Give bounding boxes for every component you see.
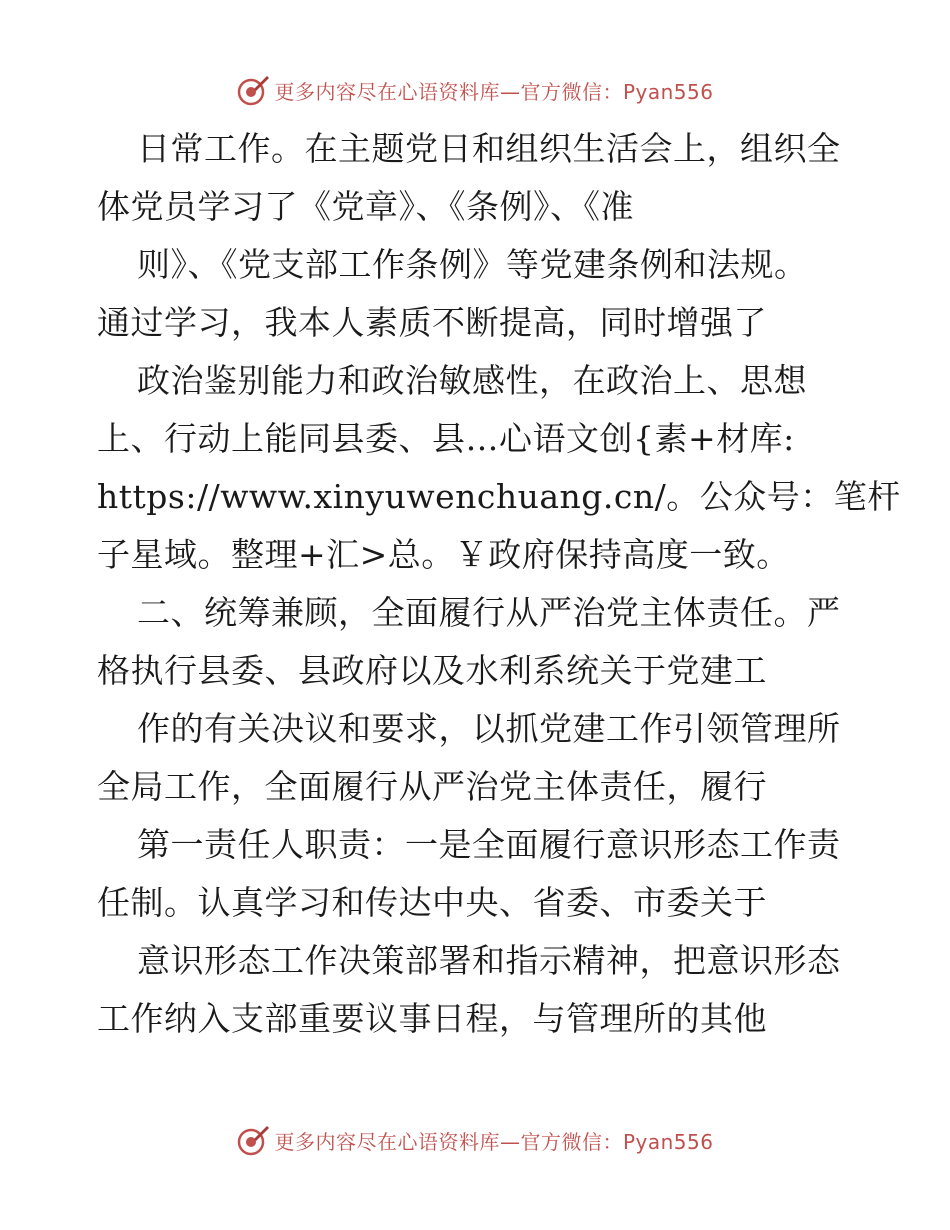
body-text-line: https://www.xinyuwenchuang.cn/。公众号：笔杆 — [97, 477, 901, 516]
document-body — [97, 120, 901, 1048]
body-text-line: 子星域。整理+汇>总。￥政府保持高度一致。 — [97, 535, 790, 574]
header-banner — [0, 70, 950, 110]
body-text-line: 任制。认真学习和传达中央、省委、市委关于 — [97, 883, 767, 922]
body-text-line: 则》、《党支部工作条例》等党建条例和法规。 — [137, 245, 808, 284]
body-text-line: 上、行动上能同县委、县…心语文创{素+材库: — [97, 419, 795, 458]
pen-nib-circle-logo-icon — [236, 1123, 270, 1157]
body-text-line: 格执行县委、县政府以及水利系统关于党建工 — [97, 651, 767, 690]
footer-banner-text: 更多内容尽在心语资料库—官方微信：Pyan556 — [274, 1129, 714, 1154]
body-text-line: 通过学习，我本人素质不断提高，同时增强了 — [97, 303, 767, 342]
body-text-line: 意识形态工作决策部署和指示精神，把意识形态 — [137, 941, 841, 980]
body-text-line: 第一责任人职责：一是全面履行意识形态工作责 — [137, 825, 841, 864]
body-text-line: 政治鉴别能力和政治敏感性，在政治上、思想 — [137, 361, 807, 400]
body-text-line: 体党员学习了《党章》、《条例》、《准 — [97, 187, 634, 226]
body-text-line: 全局工作，全面履行从严治党主体责任，履行 — [97, 767, 767, 806]
body-text-line: 二、统筹兼顾，全面履行从严治党主体责任。严 — [137, 593, 841, 632]
body-text-line: 日常工作。在主题党日和组织生活会上，组织全 — [137, 129, 841, 168]
body-text-line: 工作纳入支部重要议事日程，与管理所的其他 — [97, 999, 767, 1038]
footer-banner — [0, 1120, 950, 1160]
header-banner-text: 更多内容尽在心语资料库—官方微信：Pyan556 — [274, 79, 714, 104]
pen-nib-circle-logo-icon — [236, 73, 270, 107]
body-text-line: 作的有关决议和要求，以抓党建工作引领管理所 — [137, 709, 841, 748]
